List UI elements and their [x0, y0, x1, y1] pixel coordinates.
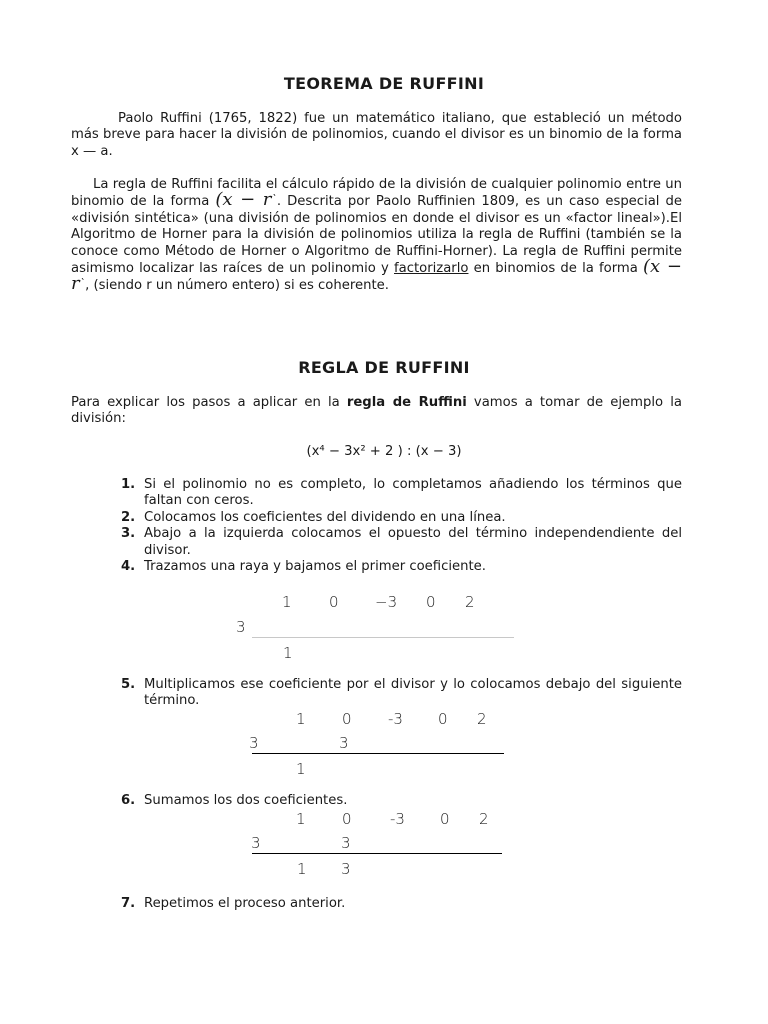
explanation-paragraph — [71, 395, 682, 428]
step-text: Sumamos los dos coeficientes. — [144, 793, 348, 808]
steps-list-6 — [71, 793, 682, 809]
coefficient: 0 — [440, 810, 450, 828]
coefficient: 2 — [479, 810, 489, 828]
step-5 — [71, 677, 682, 710]
division-line — [252, 853, 502, 854]
step-text: Abajo a la izquierda colocamos el opuesto del término independendiente del divisor. — [144, 526, 682, 558]
p3-text-b: vamos a tomar de ejemplo la división: — [71, 395, 682, 427]
step-number: 2. — [121, 509, 136, 525]
divisor: 3 — [251, 834, 261, 852]
p3-bold: regla de Ruffini — [346, 395, 467, 410]
p2-text-d: , (siendo r un número entero) si es coherente. — [85, 278, 389, 294]
coefficient: -3 — [390, 810, 405, 828]
binomial-formula: (x − r — [215, 189, 272, 211]
step-7 — [71, 896, 682, 912]
step-number: 5. — [121, 677, 136, 692]
coefficient: 0 — [438, 710, 448, 728]
coefficient: 2 — [477, 710, 487, 728]
p2-text-a: La regla de Ruffini facilita el cálculo rápido de la división de cualquier polinomio entre un binomio de la forma — [71, 177, 682, 210]
step-number: 3. — [121, 526, 136, 542]
step-text: Multiplicamos ese coeficiente por el divisor y lo colocamos debajo del siguiente término. — [144, 677, 682, 709]
steps-list-7 — [71, 896, 682, 912]
divisor: 3 — [236, 618, 246, 636]
step-6 — [71, 793, 682, 809]
result-coefficient: 1 — [283, 644, 293, 662]
step-3 — [71, 526, 682, 559]
division-line — [252, 637, 514, 638]
coefficient: 1 — [296, 710, 306, 728]
division-formula: (x⁴ − 3x² + 2 ) : (x − 3) — [306, 444, 462, 459]
step-text: Trazamos una raya y bajamos el primer coeficiente. — [144, 559, 486, 575]
product-coefficient: 3 — [339, 734, 349, 752]
title-teorema: TEOREMA DE RUFFINI — [283, 74, 485, 93]
step-2 — [71, 510, 682, 526]
product-coefficient: 3 — [341, 834, 351, 852]
intro-paragraph: Paolo Ruffini (1765, 1822) fue un matemático italiano, que estableció un método más breve para hacer la división de polinomios, cuando el divisor es un binomio de la forma x — a. — [71, 111, 682, 159]
step-text: Colocamos los coeficientes del dividendo en una línea. — [144, 509, 506, 525]
binomial-formula-close: ` — [271, 193, 277, 207]
coefficient: 0 — [329, 593, 339, 611]
coefficient: −3 — [375, 593, 398, 611]
step-number: 1. — [121, 477, 136, 492]
result-coefficient: 1 — [296, 760, 306, 778]
ruffini-description-paragraph — [71, 177, 682, 295]
result-coefficient: 1 — [297, 860, 307, 878]
factorizarlo-link[interactable]: factorizarlo — [394, 261, 469, 277]
divisor: 3 — [249, 734, 259, 752]
result-coefficient: 3 — [341, 860, 351, 878]
coefficient: 1 — [296, 810, 306, 828]
title-regla: REGLA DE RUFFINI — [298, 358, 470, 377]
p2-text-b: . Descrita por Paolo Ruffinien 1809, es un caso especial de «división sintética» (una división de polinomios en donde el divisor es un «factor lineal»).El Algoritmo de Horner para la división de polinomios utiliza la regla de Ruffini (también se la conoce como Método de Horner o Algoritmo de Ruffini-Horner). La regla de Ruffini permite asimismo localizar las raíces de un polinomio y — [71, 194, 683, 277]
coefficient: 1 — [282, 593, 292, 611]
p3-text-a: Para explicar los pasos a aplicar en la — [71, 395, 347, 410]
step-text: Repetimos el proceso anterior. — [144, 896, 346, 911]
coefficient: 0 — [342, 710, 352, 728]
binomial-formula-2: (x − r — [71, 256, 683, 295]
division-line — [252, 753, 504, 754]
p2-text-c: en binomios de la forma — [468, 261, 644, 277]
steps-list-5 — [71, 677, 682, 710]
coefficient: 0 — [342, 810, 352, 828]
coefficient: 0 — [426, 593, 436, 611]
step-number: 4. — [121, 559, 136, 575]
step-number: 6. — [121, 793, 136, 808]
step-4 — [71, 559, 682, 575]
step-number: 7. — [121, 896, 136, 911]
step-text: Si el polinomio no es completo, lo completamos añadiendo los términos que faltan con ceros. — [144, 477, 682, 509]
step-1 — [71, 477, 682, 510]
coefficient: 2 — [465, 593, 475, 611]
steps-list-a — [71, 477, 682, 575]
binomial-formula-2-close: ` — [79, 277, 86, 291]
coefficient: -3 — [388, 710, 403, 728]
